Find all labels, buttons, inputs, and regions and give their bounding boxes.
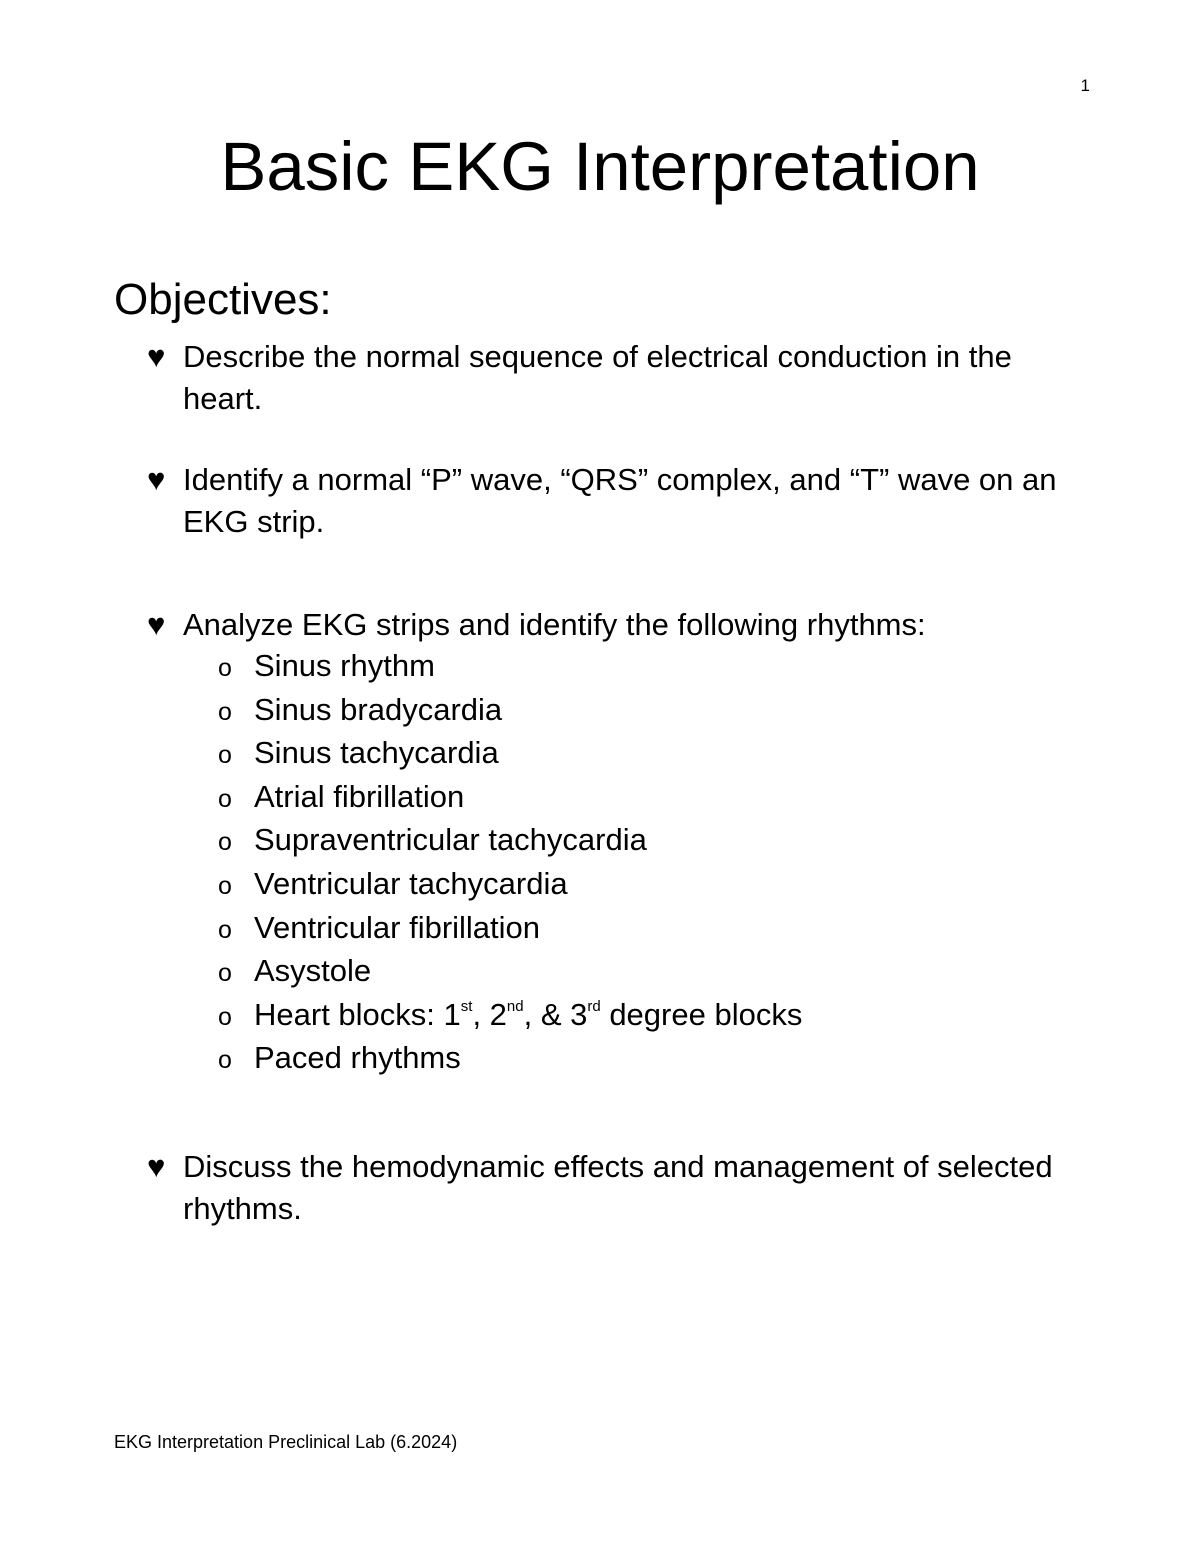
heart-icon: ♥ xyxy=(147,462,166,497)
rhythm-label: Sinus bradycardia xyxy=(254,691,503,727)
circle-bullet-icon: o xyxy=(218,741,232,770)
heart-blocks-item xyxy=(218,995,802,1039)
list-item xyxy=(218,690,802,734)
rhythm-list xyxy=(218,646,802,1082)
rhythm-label: Supraventricular tachycardia xyxy=(254,822,647,858)
heart-blocks-mid: , & 3 xyxy=(523,996,588,1032)
circle-bullet-icon: o xyxy=(218,828,232,857)
rhythm-label: Asystole xyxy=(254,953,372,989)
page-footer: EKG Interpretation Preclinical Lab (6.2024) xyxy=(114,1432,458,1452)
list-item xyxy=(218,777,802,821)
heart-blocks-prefix: Heart blocks: 1 xyxy=(254,996,461,1032)
list-item xyxy=(218,820,802,864)
rhythm-label: Sinus tachycardia xyxy=(254,735,499,771)
objective-item xyxy=(147,336,1097,420)
rhythm-label: Atrial fibrillation xyxy=(254,778,465,814)
circle-bullet-icon: o xyxy=(218,697,232,726)
heart-icon: ♥ xyxy=(147,1149,166,1184)
objective-item xyxy=(147,459,1097,543)
heart-icon: ♥ xyxy=(147,339,166,374)
ordinal-suffix: rd xyxy=(587,997,601,1015)
objective-text: Describe the normal sequence of electrical conduction in the heart. xyxy=(183,339,1012,416)
page-number: 1 xyxy=(1080,76,1090,95)
list-item xyxy=(218,646,802,690)
list-item xyxy=(218,1038,802,1082)
objectives-heading: Objectives: xyxy=(114,275,332,324)
circle-bullet-icon: o xyxy=(218,1002,232,1031)
heart-blocks-suffix: degree blocks xyxy=(600,996,803,1032)
circle-bullet-icon: o xyxy=(218,784,232,813)
objective-text: Discuss the hemodynamic effects and management of selected rhythms. xyxy=(183,1149,1053,1226)
ordinal-suffix: nd xyxy=(506,997,524,1015)
rhythm-label: Ventricular tachycardia xyxy=(254,865,568,901)
circle-bullet-icon: o xyxy=(218,959,232,988)
page-title: Basic EKG Interpretation xyxy=(220,128,980,205)
objective-text: Identify a normal “P” wave, “QRS” complex, and “T” wave on an EKG strip. xyxy=(183,462,1057,539)
list-item xyxy=(218,733,802,777)
list-item xyxy=(218,908,802,952)
ordinal-suffix: st xyxy=(460,997,473,1015)
objective-item xyxy=(147,604,1097,646)
circle-bullet-icon: o xyxy=(218,871,232,900)
objective-text: Analyze EKG strips and identify the following rhythms: xyxy=(183,607,926,642)
circle-bullet-icon: o xyxy=(218,654,232,682)
objective-item xyxy=(147,1146,1097,1230)
heart-icon: ♥ xyxy=(147,607,166,642)
list-item xyxy=(218,864,802,908)
heart-blocks-mid: , 2 xyxy=(472,996,507,1032)
list-item xyxy=(218,951,802,995)
rhythm-label: Ventricular fibrillation xyxy=(254,909,541,945)
circle-bullet-icon: o xyxy=(218,1046,232,1075)
rhythm-label: Paced rhythms xyxy=(254,1040,461,1076)
circle-bullet-icon: o xyxy=(218,915,232,944)
rhythm-label: Sinus rhythm xyxy=(254,648,435,683)
